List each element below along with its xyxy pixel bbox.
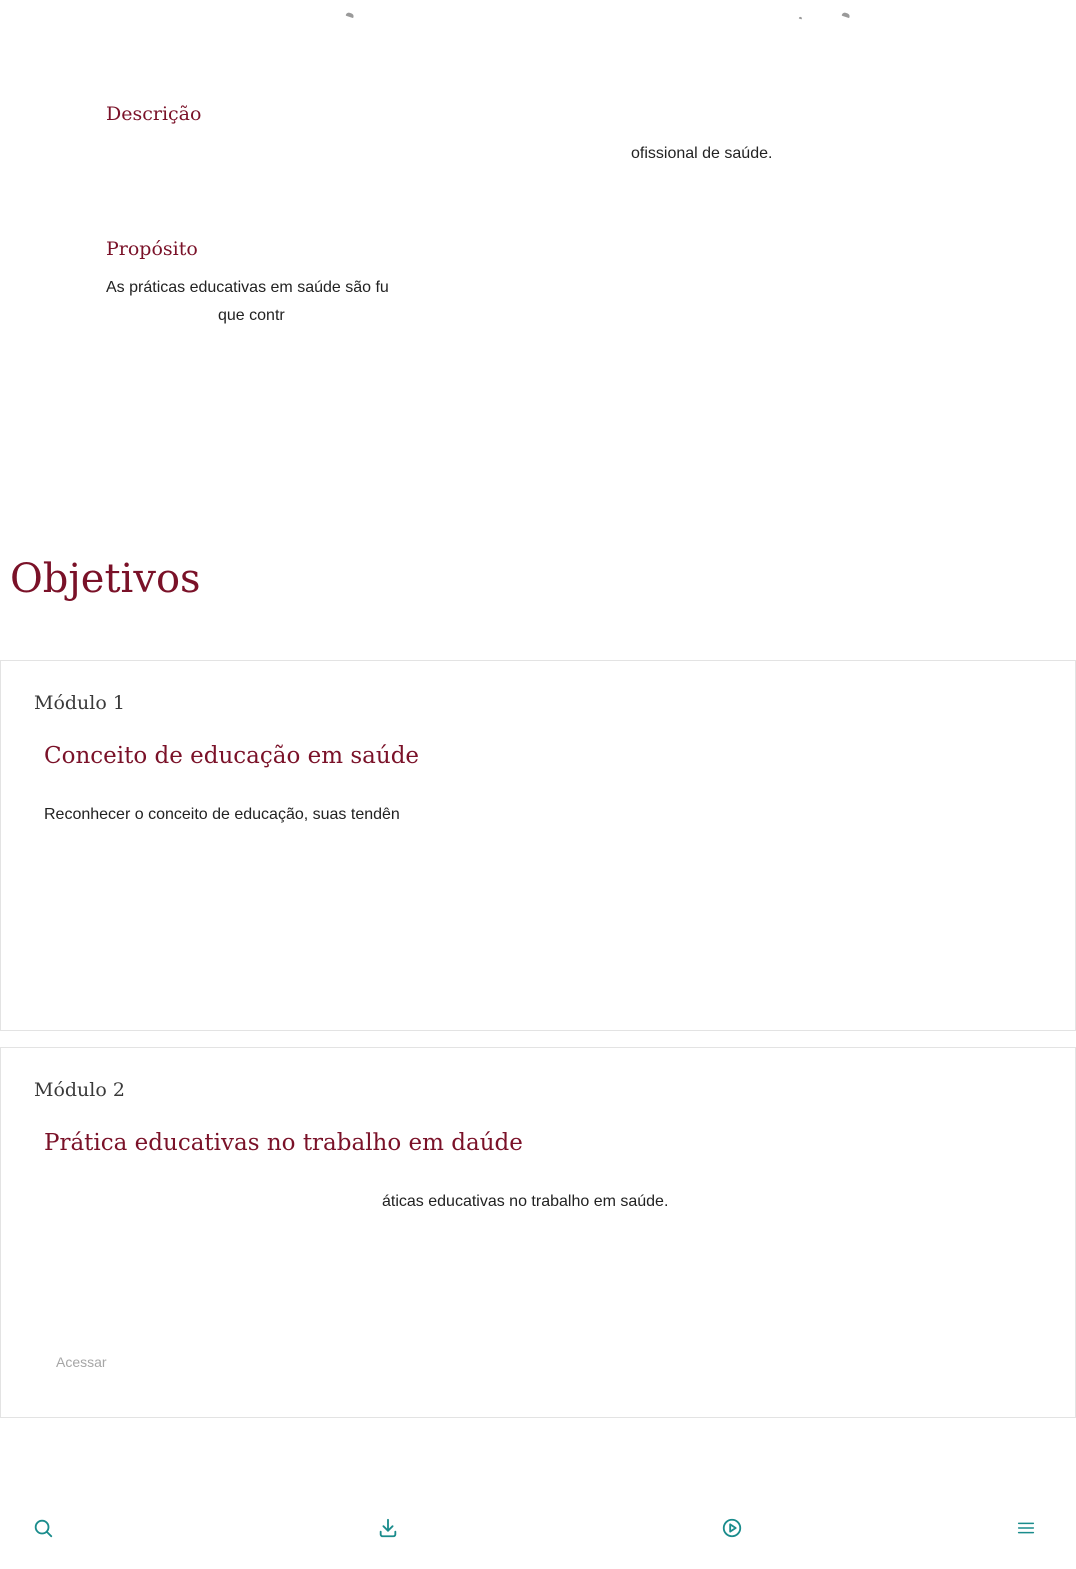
objetivos-title: Objetivos bbox=[10, 556, 201, 602]
search-icon[interactable] bbox=[30, 1515, 56, 1541]
module-label: Módulo 2 bbox=[34, 1079, 125, 1101]
proposito-text-line-2: que contr bbox=[218, 307, 285, 324]
proposito-heading: Propósito bbox=[106, 238, 198, 260]
module-card-1 bbox=[0, 660, 1076, 1031]
access-link[interactable]: Acessar bbox=[56, 1354, 107, 1370]
menu-icon[interactable] bbox=[1013, 1515, 1039, 1541]
descricao-text: ofissional de saúde. bbox=[631, 145, 773, 162]
bottom-toolbar bbox=[0, 1505, 1076, 1553]
module-text: Reconhecer o conceito de educação, suas tendên bbox=[44, 806, 400, 823]
descricao-heading: Descrição bbox=[106, 103, 202, 125]
module-title: Conceito de educação em saúde bbox=[44, 743, 420, 769]
module-title: Prática educativas no trabalho em daúde bbox=[44, 1130, 523, 1156]
play-icon[interactable] bbox=[719, 1515, 745, 1541]
module-card-2 bbox=[0, 1047, 1076, 1418]
download-icon[interactable] bbox=[375, 1515, 401, 1541]
module-label: Módulo 1 bbox=[34, 692, 125, 714]
module-text: áticas educativas no trabalho em saúde. bbox=[382, 1193, 669, 1210]
decorative-mark-small bbox=[799, 17, 802, 20]
proposito-text-line-1: As práticas educativas em saúde são fu bbox=[106, 279, 389, 296]
decorative-mark-right bbox=[842, 12, 851, 18]
decorative-mark-left bbox=[346, 12, 355, 18]
